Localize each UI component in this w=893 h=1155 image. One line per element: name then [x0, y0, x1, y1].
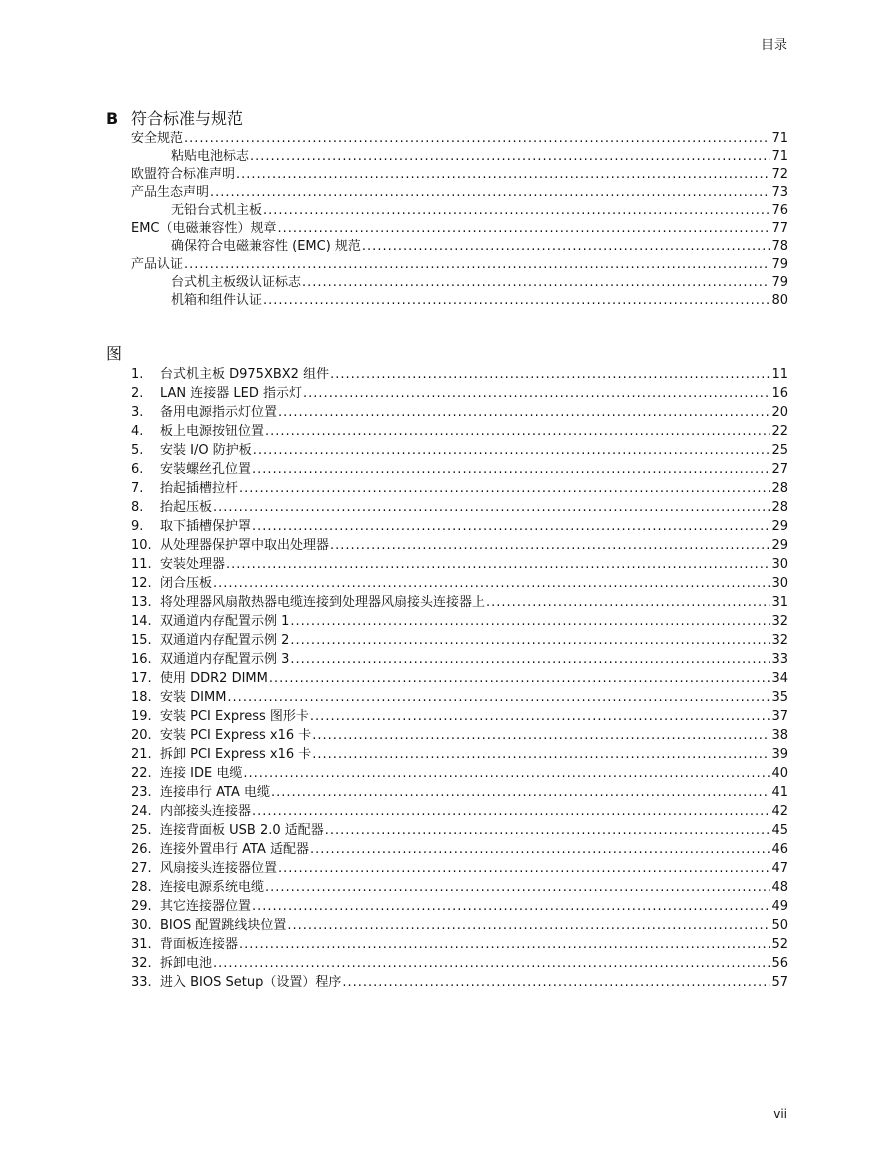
figure-title: 安装 I/O 防护板: [160, 443, 252, 458]
figure-number: 14.: [131, 614, 152, 629]
figure-page: 30: [771, 557, 788, 572]
figure-title: 安装螺丝孔位置: [160, 462, 252, 477]
figure-page: 32: [771, 614, 788, 629]
figure-title: 背面板连接器: [160, 937, 239, 952]
figure-entry[interactable]: [131, 631, 788, 650]
toc-entry-title: 安全规范: [131, 131, 184, 146]
dot-leader: [278, 220, 771, 238]
figure-entry[interactable]: [131, 783, 788, 802]
appendix-b-heading: [106, 106, 243, 129]
appendix-b-toc: [131, 130, 788, 310]
figure-page: 29: [771, 538, 788, 553]
dot-leader: [184, 256, 770, 274]
figure-number: 18.: [131, 690, 152, 705]
dot-leader: [290, 650, 770, 669]
dot-leader: [486, 593, 770, 612]
toc-entry-page: 79: [771, 257, 788, 272]
toc-entry-title: 产品认证: [131, 257, 184, 272]
dot-leader: [269, 669, 771, 688]
figure-number: 27.: [131, 861, 152, 876]
dot-leader: [239, 935, 770, 954]
figure-page: 48: [771, 880, 788, 895]
figure-number: 4.: [131, 424, 144, 439]
figures-title: 图: [106, 344, 123, 363]
figure-page: 57: [771, 975, 788, 990]
toc-entry-page: 78: [771, 239, 788, 254]
dot-leader: [310, 840, 770, 859]
figure-page: 28: [771, 500, 788, 515]
figure-entry[interactable]: [131, 764, 788, 783]
figure-number: 19.: [131, 709, 152, 724]
figure-entry[interactable]: [131, 593, 788, 612]
dot-leader: [252, 897, 770, 916]
running-header: 目录: [760, 38, 787, 53]
toc-entry[interactable]: [131, 292, 788, 310]
figure-entry[interactable]: [131, 954, 788, 973]
figure-entry[interactable]: [131, 403, 788, 422]
dot-leader: [290, 612, 770, 631]
toc-entry-title: EMC（电磁兼容性）规章: [131, 221, 277, 236]
figure-title: 抬起压板: [160, 500, 213, 515]
figure-page: 25: [771, 443, 788, 458]
dot-leader: [330, 365, 770, 384]
figure-entry[interactable]: [131, 897, 788, 916]
toc-entry[interactable]: [131, 202, 788, 220]
figure-entry[interactable]: [131, 688, 788, 707]
figure-number: 3.: [131, 405, 144, 420]
figure-entry[interactable]: [131, 441, 788, 460]
figure-number: 20.: [131, 728, 152, 743]
figure-title: 闭合压板: [160, 576, 213, 591]
figure-number: 31.: [131, 937, 152, 952]
toc-entry-title: 粘贴电池标志: [171, 149, 250, 164]
figure-title: 连接背面板 USB 2.0 适配器: [160, 823, 324, 838]
figure-page: 52: [771, 937, 788, 952]
page-number: vii: [773, 1107, 787, 1121]
toc-entry[interactable]: [131, 274, 788, 292]
dot-leader: [290, 631, 770, 650]
figure-page: 22: [771, 424, 788, 439]
figure-entry[interactable]: [131, 612, 788, 631]
figure-page: 42: [771, 804, 788, 819]
figure-page: 49: [771, 899, 788, 914]
figure-page: 35: [771, 690, 788, 705]
figure-number: 32.: [131, 956, 152, 971]
toc-entry[interactable]: [131, 256, 788, 274]
figure-entry[interactable]: [131, 973, 788, 992]
figure-entry[interactable]: [131, 460, 788, 479]
toc-entry-page: 72: [771, 167, 788, 182]
figure-page: 38: [771, 728, 788, 743]
dot-leader: [265, 422, 770, 441]
toc-entry[interactable]: [131, 148, 788, 166]
figure-entry[interactable]: [131, 821, 788, 840]
figure-title: BIOS 配置跳线块位置: [160, 918, 287, 933]
dot-leader: [312, 745, 770, 764]
figures-heading: [106, 341, 122, 364]
toc-entry-title: 机箱和组件认证: [171, 293, 263, 308]
figure-title: 连接 IDE 电缆: [160, 766, 243, 781]
toc-entry-page: 76: [771, 203, 788, 218]
figure-title: 备用电源指示灯位置: [160, 405, 278, 420]
dot-leader: [252, 802, 770, 821]
figure-title: 拆卸 PCI Express x16 卡: [160, 747, 312, 762]
dot-leader: [342, 973, 770, 992]
figure-page: 20: [771, 405, 788, 420]
figure-number: 9.: [131, 519, 144, 534]
dot-leader: [263, 292, 770, 310]
figure-title: 安装 PCI Express x16 卡: [160, 728, 312, 743]
dot-leader: [184, 130, 770, 148]
figure-number: 24.: [131, 804, 152, 819]
figure-entry[interactable]: [131, 536, 788, 555]
figure-number: 26.: [131, 842, 152, 857]
toc-entry-title: 欧盟符合标准声明: [131, 167, 236, 182]
figure-title: 板上电源按钮位置: [160, 424, 265, 439]
dot-leader: [263, 202, 770, 220]
figure-title: 从处理器保护罩中取出处理器: [160, 538, 330, 553]
figure-title: 连接电源系统电缆: [160, 880, 265, 895]
figure-entry[interactable]: [131, 498, 788, 517]
figure-entry[interactable]: [131, 669, 788, 688]
figure-number: 11.: [131, 557, 152, 572]
figure-entry[interactable]: [131, 840, 788, 859]
figure-entry[interactable]: [131, 802, 788, 821]
figure-title: 抬起插槽拉杆: [160, 481, 239, 496]
figure-page: 33: [771, 652, 788, 667]
figure-number: 33.: [131, 975, 152, 990]
figures-list: [131, 365, 788, 992]
toc-entry-page: 71: [771, 149, 788, 164]
figure-title: 风扇接头连接器位置: [160, 861, 278, 876]
figure-page: 40: [771, 766, 788, 781]
toc-entry[interactable]: [131, 238, 788, 256]
dot-leader: [362, 238, 771, 256]
figure-number: 16.: [131, 652, 152, 667]
dot-leader: [210, 184, 770, 202]
dot-leader: [227, 688, 770, 707]
figure-title: 内部接头连接器: [160, 804, 252, 819]
figure-number: 28.: [131, 880, 152, 895]
figure-title: 拆卸电池: [160, 956, 213, 971]
figure-entry[interactable]: [131, 707, 788, 726]
toc-entry-page: 80: [771, 293, 788, 308]
figure-entry[interactable]: [131, 365, 788, 384]
figure-title: 进入 BIOS Setup（设置）程序: [160, 975, 342, 990]
figure-page: 16: [771, 386, 788, 401]
toc-entry-title: 台式机主板级认证标志: [171, 275, 302, 290]
figure-page: 11: [771, 367, 788, 382]
dot-leader: [243, 764, 770, 783]
dot-leader: [278, 859, 770, 878]
dot-leader: [250, 148, 770, 166]
figure-number: 7.: [131, 481, 144, 496]
figure-title: 双通道内存配置示例 3: [160, 652, 290, 667]
dot-leader: [252, 517, 770, 536]
figure-number: 17.: [131, 671, 152, 686]
figure-number: 5.: [131, 443, 144, 458]
figure-number: 22.: [131, 766, 152, 781]
figure-title: 连接串行 ATA 电缆: [160, 785, 270, 800]
dot-leader: [213, 574, 770, 593]
dot-leader: [330, 536, 770, 555]
dot-leader: [303, 384, 770, 403]
figure-number: 25.: [131, 823, 152, 838]
figure-page: 27: [771, 462, 788, 477]
dot-leader: [226, 555, 770, 574]
toc-entry[interactable]: [131, 130, 788, 148]
dot-leader: [325, 821, 771, 840]
dot-leader: [310, 707, 771, 726]
figure-number: 1.: [131, 367, 144, 382]
figure-entry[interactable]: [131, 935, 788, 954]
figure-title: 安装 PCI Express 图形卡: [160, 709, 309, 724]
dot-leader: [271, 783, 770, 802]
toc-entry[interactable]: [131, 220, 788, 238]
figure-page: 30: [771, 576, 788, 591]
toc-entry-page: 79: [771, 275, 788, 290]
dot-leader: [239, 479, 770, 498]
figure-number: 13.: [131, 595, 152, 610]
figure-number: 30.: [131, 918, 152, 933]
figure-title: 安装 DIMM: [160, 690, 227, 705]
figure-title: 安装处理器: [160, 557, 226, 572]
dot-leader: [265, 878, 770, 897]
toc-entry-title: 无铅台式机主板: [171, 203, 263, 218]
figure-entry[interactable]: [131, 726, 788, 745]
figure-title: LAN 连接器 LED 指示灯: [160, 386, 303, 401]
figure-page: 31: [771, 595, 788, 610]
figure-title: 将处理器风扇散热器电缆连接到处理器风扇接头连接器上: [160, 595, 486, 610]
dot-leader: [312, 726, 770, 745]
figure-title: 双通道内存配置示例 1: [160, 614, 290, 629]
figure-page: 28: [771, 481, 788, 496]
figure-number: 23.: [131, 785, 152, 800]
figure-entry[interactable]: [131, 422, 788, 441]
figure-entry[interactable]: [131, 650, 788, 669]
figure-page: 47: [771, 861, 788, 876]
figure-entry[interactable]: [131, 479, 788, 498]
toc-entry-page: 73: [771, 185, 788, 200]
figure-number: 21.: [131, 747, 152, 762]
figure-title: 其它连接器位置: [160, 899, 252, 914]
figure-page: 46: [771, 842, 788, 857]
figure-number: 29.: [131, 899, 152, 914]
figure-number: 6.: [131, 462, 144, 477]
toc-entry-title: 确保符合电磁兼容性 (EMC) 规范: [171, 239, 361, 254]
figure-title: 连接外置串行 ATA 适配器: [160, 842, 309, 857]
dot-leader: [253, 441, 771, 460]
figure-page: 37: [771, 709, 788, 724]
figure-title: 台式机主板 D975XBX2 组件: [160, 367, 330, 382]
dot-leader: [287, 916, 770, 935]
figure-number: 12.: [131, 576, 152, 591]
figure-page: 32: [771, 633, 788, 648]
figure-entry[interactable]: [131, 916, 788, 935]
dot-leader: [278, 403, 770, 422]
dot-leader: [236, 166, 770, 184]
figure-page: 34: [771, 671, 788, 686]
figure-page: 39: [771, 747, 788, 762]
figure-page: 45: [771, 823, 788, 838]
figure-entry[interactable]: [131, 745, 788, 764]
figure-entry[interactable]: [131, 574, 788, 593]
figure-entry[interactable]: [131, 878, 788, 897]
toc-entry-page: 71: [771, 131, 788, 146]
figure-page: 29: [771, 519, 788, 534]
dot-leader: [252, 460, 770, 479]
toc-entry[interactable]: [131, 184, 788, 202]
figure-number: 10.: [131, 538, 152, 553]
figure-entry[interactable]: [131, 859, 788, 878]
figure-page: 50: [771, 918, 788, 933]
figure-entry[interactable]: [131, 517, 788, 536]
dot-leader: [213, 498, 770, 517]
appendix-letter: B: [106, 109, 119, 128]
figure-title: 使用 DDR2 DIMM: [160, 671, 268, 686]
figure-title: 双通道内存配置示例 2: [160, 633, 290, 648]
figure-entry[interactable]: [131, 384, 788, 403]
figure-title: 取下插槽保护罩: [160, 519, 252, 534]
figure-number: 15.: [131, 633, 152, 648]
figure-number: 2.: [131, 386, 144, 401]
figure-entry[interactable]: [131, 555, 788, 574]
figure-page: 41: [771, 785, 788, 800]
toc-entry-page: 77: [771, 221, 788, 236]
toc-entry[interactable]: [131, 166, 788, 184]
figure-page: 56: [771, 956, 788, 971]
appendix-title: 符合标准与规范: [131, 109, 244, 128]
figure-number: 8.: [131, 500, 144, 515]
toc-entry-title: 产品生态声明: [131, 185, 210, 200]
dot-leader: [213, 954, 770, 973]
dot-leader: [302, 274, 770, 292]
